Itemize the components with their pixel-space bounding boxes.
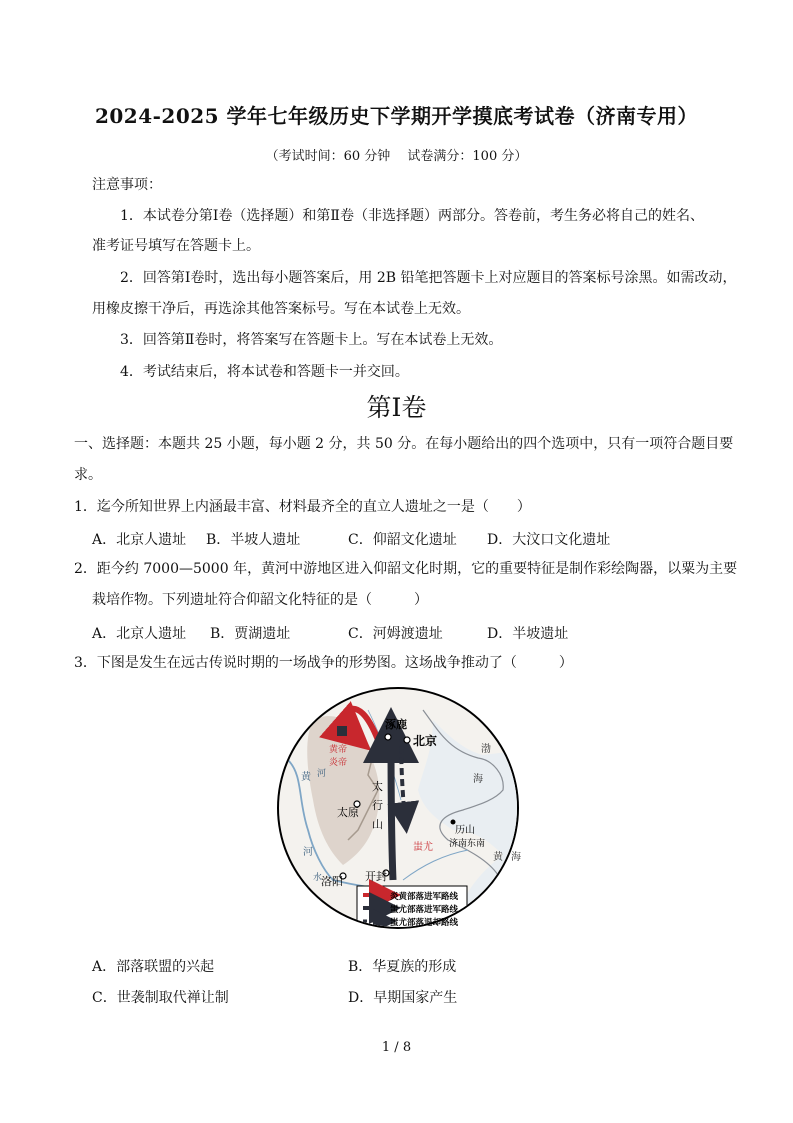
notice-item-3: 3．回答第Ⅱ卷时，将答案写在答题卡上。写在本试卷上无效。	[120, 332, 503, 348]
question-2-option-c[interactable]: C．河姆渡遗址	[348, 626, 443, 642]
map-label-jinan: 济南东南	[449, 839, 486, 849]
map-label-zhuolu: 涿鹿	[385, 718, 407, 731]
section-intro: 一、选择题：本题共 25 小题，每小题 2 分，共 50 分。在每小题给出的四个选项中，只有一项符合题目要	[74, 436, 734, 452]
question-2-stem-cont: 栽培作物。下列遗址符合仰韶文化特征的是（ ）	[92, 592, 428, 608]
map-label-huangdi: 黄帝	[329, 745, 348, 755]
map-label-huanghe-b: 河	[317, 769, 327, 779]
battle-map	[273, 680, 523, 936]
map-label-huanghe-a: 黄	[301, 772, 311, 783]
exam-title: 2024-2025 学年七年级历史下学期开学摸底考试卷（济南专用）	[94, 104, 699, 128]
question-3-stem: 3．下图是发生在远古传说时期的一场战争的形势图。这场战争推动了（ ）	[74, 655, 573, 671]
question-1-option-b[interactable]: B．半坡人遗址	[206, 532, 301, 548]
map-label-lishan: 历山	[455, 825, 475, 836]
map-label-beijing: 北京	[413, 734, 438, 748]
map-label-bohai-2: 海	[473, 774, 483, 785]
question-2-option-b[interactable]: B．贾湖遗址	[210, 626, 291, 642]
notice-item-2-cont: 用橡皮擦干净后，再选涂其他答案标号。写在本试卷上无效。	[92, 301, 470, 317]
map-label-river-he: 河	[303, 847, 313, 858]
section-title: 第Ⅰ卷	[366, 393, 427, 422]
map-legend-3: 蚩尤部落退却路线	[390, 918, 459, 928]
map-label-taihang-3: 山	[372, 818, 383, 831]
notice-item-2: 2．回答第Ⅰ卷时，选出每小题答案后，用 2B 铅笔把答题卡上对应题目的答案标号涂黑。如需改动，	[120, 270, 737, 286]
notice-item-4: 4．考试结束后，将本试卷和答题卡一并交回。	[120, 364, 409, 380]
question-3-option-a[interactable]: A．部落联盟的兴起	[92, 959, 215, 975]
map-label-huanghai-1: 黄	[493, 852, 503, 863]
section-intro-cont: 求。	[74, 467, 102, 483]
map-label-yandi: 炎帝	[329, 758, 348, 768]
map-legend-2: 蚩尤部落进军路线	[390, 905, 459, 915]
question-1-option-a[interactable]: A．北京人遗址	[92, 532, 187, 548]
exam-subtitle: （考试时间：60 分钟 试卷满分：100 分）	[265, 149, 528, 164]
question-3-option-b[interactable]: B．华夏族的形成	[348, 959, 457, 975]
question-1-stem: 1．迄今所知世界上内涵最丰富、材料最齐全的直立人遗址之一是（ ）	[74, 499, 531, 515]
map-legend-1: 炎黄部落进军路线	[390, 892, 459, 902]
question-1-option-d[interactable]: D．大汶口文化遗址	[487, 532, 611, 548]
question-1-option-c[interactable]: C．仰韶文化遗址	[348, 532, 457, 548]
notice-item-1-cont: 准考证号填写在答题卡上。	[92, 238, 260, 254]
question-3-option-c[interactable]: C．世袭制取代禅让制	[92, 990, 229, 1006]
question-2-option-a[interactable]: A．北京人遗址	[92, 626, 187, 642]
question-2-option-d[interactable]: D．半坡遗址	[487, 626, 569, 642]
map-label-bohai-1: 渤	[481, 744, 491, 755]
map-label-taihang-2: 行	[372, 799, 383, 812]
map-label-taiyuan: 太原	[337, 806, 359, 819]
notice-heading: 注意事项：	[92, 177, 162, 193]
map-label-huanghai-2: 海	[511, 852, 521, 863]
map-label-chiyou: 蚩尤	[413, 842, 433, 853]
page-number: 1 / 8	[381, 1040, 412, 1055]
map-label-river-shui: 水	[313, 873, 323, 883]
question-3-option-d[interactable]: D．早期国家产生	[348, 990, 458, 1006]
notice-item-1: 1．本试卷分第Ⅰ卷（选择题）和第Ⅱ卷（非选择题）两部分。答卷前，考生务必将自己的姓名、	[120, 208, 704, 224]
map-label-kaifeng: 开封	[365, 870, 387, 883]
map-label-taihang-1: 太	[372, 780, 383, 793]
map-label-luoyang: 洛阳	[321, 875, 343, 888]
question-2-stem: 2．距今约 7000—5000 年，黄河中游地区进入仰韶文化时期，它的重要特征是制作彩绘陶器，以粟为主要	[74, 561, 738, 577]
